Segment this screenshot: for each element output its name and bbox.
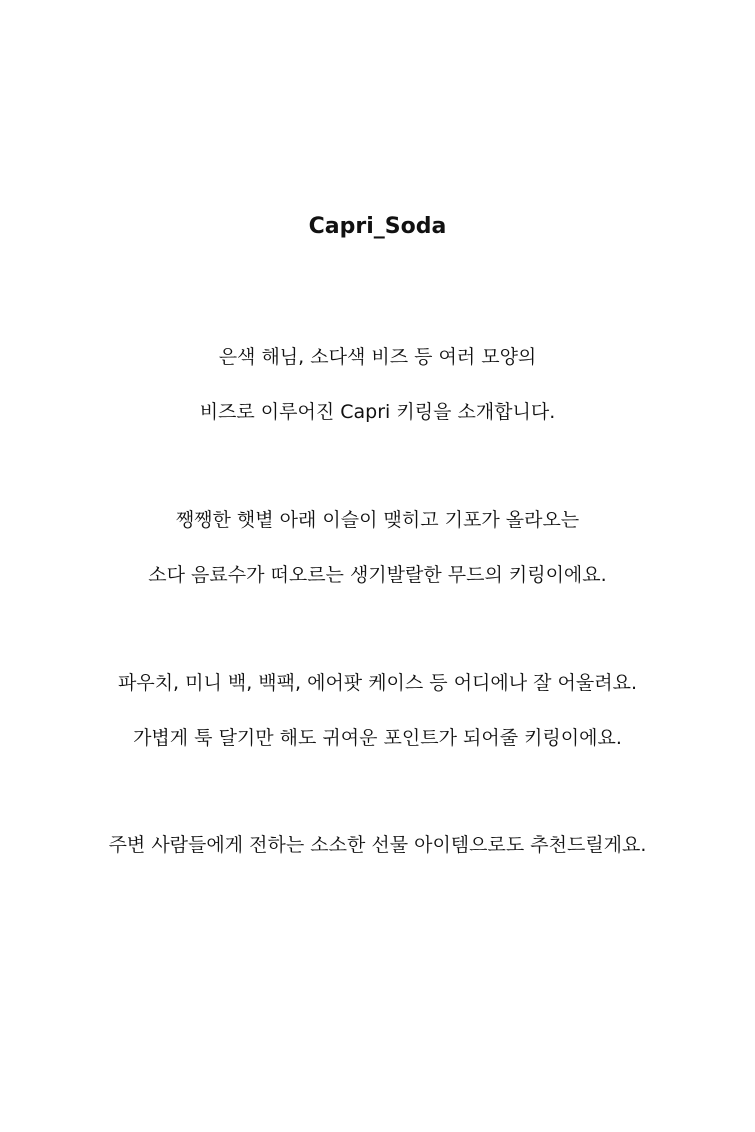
- description-line: 파우치, 미니 백, 백팩, 에어팟 케이스 등 어디에나 잘 어울려요.: [117, 672, 637, 694]
- description-line: 가볍게 툭 달기만 해도 귀여운 포인트가 되어줄 키링이에요.: [133, 727, 622, 749]
- product-title: Capri_Soda: [308, 214, 447, 239]
- description-line: 쨍쨍한 햇볕 아래 이슬이 맺히고 기포가 올라오는: [175, 509, 580, 531]
- description-line: 비즈로 이루어진 Capri 키링을 소개합니다.: [199, 401, 556, 423]
- description-line: 은색 해님, 소다색 비즈 등 여러 모양의: [218, 346, 537, 368]
- description-line: 소다 음료수가 떠오르는 생기발랄한 무드의 키링이에요.: [148, 564, 607, 586]
- description-line: 주변 사람들에게 전하는 소소한 선물 아이템으로도 추천드릴게요.: [108, 834, 647, 856]
